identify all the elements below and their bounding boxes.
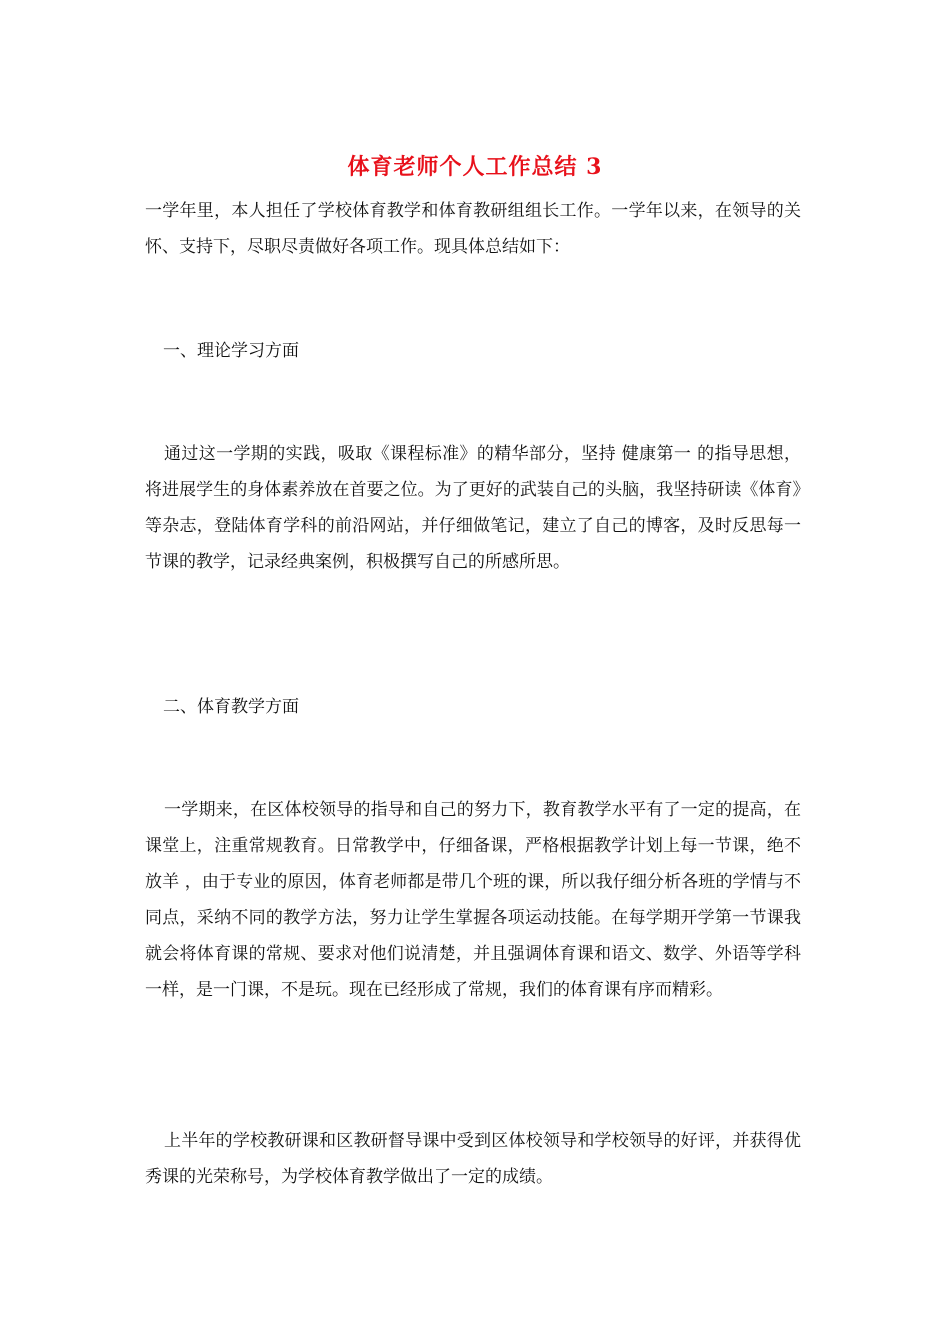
section-heading-theory: 一、理论学习方面 [163,341,299,361]
section-body-teaching-2: 上半年的学校教研课和区教研督导课中受到区体校领导和学校领导的好评，并获得优秀课的光荣称号，为学校体育教学做出了一定的成绩。 [145,1131,801,1187]
section-heading-teaching: 二、体育教学方面 [163,697,299,717]
intro-paragraph: 一学年里，本人担任了学校体育教学和体育教研组组长工作。一学年以来，在领导的关怀、支持下，尽职尽责做好各项工作。现具体总结如下： [145,201,801,257]
section-body-theory: 通过这一学期的实践，吸取《课程标准》的精华部分，坚持 健康第一 的指导思想，将进展学生的身体素养放在首要之位。为了更好的武装自己的头脑，我坚持研读《体育》等杂志，登陆体育学科的前沿网站，并仔细做笔记，建立了自己的博客，及时反思每一节课的教学，记录经典案例，积极撰写自己的所感所思。 [145,444,801,572]
document-title: 体育老师个人工作总结 3 [347,154,603,180]
section-body-teaching: 一学期来，在区体校领导的指导和自己的努力下，教育教学水平有了一定的提高，在课堂上，注重常规教育。日常教学中，仔细备课，严格根据教学计划上每一节课，绝不 放羊 ，由于专业的原因，体育老师都是带几个班的课，所以我仔细分析各班的学情与不同点，采纳不同的教学方法，努力让学生掌握各项运动技能。在每学期开学第一节课我就会将体育课的常规、要求对他们说清楚，并且强调体育课和语文、数学、外语等学科一样，是一门课，不是玩。现在已经形成了常规，我们的体育课有序而精彩。 [145,800,801,1000]
